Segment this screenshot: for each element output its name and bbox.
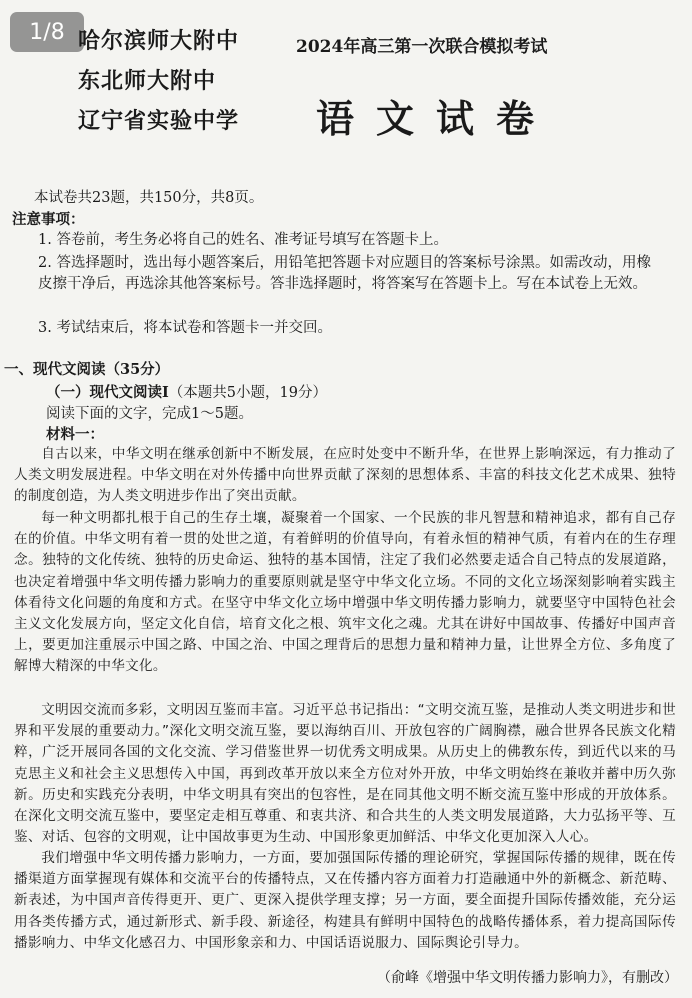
page-counter-badge: 1/8 [10,12,84,52]
note-item-3: 3. 考试结束后，将本试卷和答题卡一并交回。 [38,320,332,336]
passage-paragraph-3: 文明因交流而多彩，文明因互鉴而丰富。习近平总书记指出：“文明交流互鉴，是推动人类文明进步和世界和平发展的重要动力。”深化文明交流互鉴，要以海纳百川、开放包容的广阔胸襟，融合世界各民族文化精粹，广泛开展同各国的文化交流、学习借鉴世界一切优秀文明成果。从历史上的佛教东传，到近代以来的马克思主义和社会主义思想传入中国，再到改革开放以来全方位对外开放，中华文明始终在兼收并蓄中历久弥新。历史和实践充分表明，中华文明具有突出的包容性，是在同其他文明不断交流互鉴中形成的开放体系。在深化文明交流互鉴中，要坚定走相互尊重、和衷共济、和合共生的人类文明发展道路，大力弘扬平等、互鉴、对话、包容的文明观，让中国故事更为生动、中国形象更加鲜活、中华文化更加深入人心。 [14,702,676,846]
school-name-3: 辽宁省实验中学 [78,109,240,134]
passage-paragraph-4: 我们增强中华文明传播力影响力，一方面，要加强国际传播的理论研究，掌握国际传播的规律，既在传播渠道方面掌握现有媒体和交流平台的传播特点，又在传播内容方面着力打造融通中外的新概念、新范畴、新表述，为中国声音传得更开、更广、更深入提供学理支撑；另一方面，要全面提升国际传播效能，充分运用各类传播方式，通过新形式、新手段、新途径，构建具有鲜明中国特色的战略传播体系，着力提高国际传播影响力、中华文化感召力、中国形象亲和力、中国话语说服力、国际舆论引导力。 [14,850,676,951]
passage-paragraph-1: 自古以来，中华文明在继承创新中不断发展，在应时处变中不断升华，在世界上影响深远，有力推动了人类文明发展进程。中华文明在对外传播中向世界贡献了深刻的思想体系、丰富的科技文化艺术成果、独特的制度创造，为人类文明进步作出了突出贡献。 [14,446,676,505]
reading-instruction: 阅读下面的文字，完成1～5题。 [46,406,253,422]
subsection-name: （一）现代文阅读Ⅰ [46,384,169,401]
material-label: 材料一： [46,426,104,443]
notes-title: 注意事项： [12,211,85,228]
subject-title: 语文试卷 [316,96,557,141]
school-name-1: 哈尔滨师大附中 [78,29,240,54]
exam-title: 2024年高三第一次联合模拟考试 [296,37,548,57]
exam-meta: 本试卷共23题，共150分，共8页。 [34,190,264,206]
passage-paragraph-2: 每一种文明都扎根于自己的生存土壤，凝聚着一个国家、一个民族的非凡智慧和精神追求，都有自己存在的价值。中华文明有着一贯的处世之道，有着鲜明的价值导向，有着永恒的精神气质，有着内在的生存理念。独特的文化传统、独特的历史命运、独特的基本国情，注定了我们必然要走适合自己特点的发展道路，也决定着增强中华文明传播力影响力的重要原则就是坚守中华文化立场。不同的文化立场深刻影响着实践主体看待文化问题的角度和方式。在坚守中华文化立场中增强中华文明传播力影响力，就要坚守中国特色社会主义文化发展方向，坚定文化自信，培育文化之根、筑牢文化之魂。尤其在讲好中国故事、传播好中国声音上，要更加注重展示中国之路、中国之治、中国之理背后的思想力量和精神力量，让世界全方位、多角度了解博大精深的中华文化。 [14,510,676,675]
school-name-2: 东北师大附中 [78,69,217,94]
note-item-1: 1. 答卷前，考生务必将自己的姓名、准考证号填写在答题卡上。 [38,232,448,248]
subsection-title [46,381,327,402]
subsection-detail: （本题共5小题，19分） [168,385,327,401]
school-names [78,22,239,142]
note-item-2: 2. 答选择题时，选出每小题答案后，用铅笔把答题卡对应题目的答案标号涂黑。如需改动，用橡皮擦干净后，再选涂其他答案标号。答非选择题时，将答案写在答题卡上。写在本试卷上无效。 [38,255,651,292]
source-citation: （俞峰《增强中华文明传播力影响力》，有删改） [377,970,678,986]
section-title: 一、现代文阅读（35分） [4,361,170,378]
